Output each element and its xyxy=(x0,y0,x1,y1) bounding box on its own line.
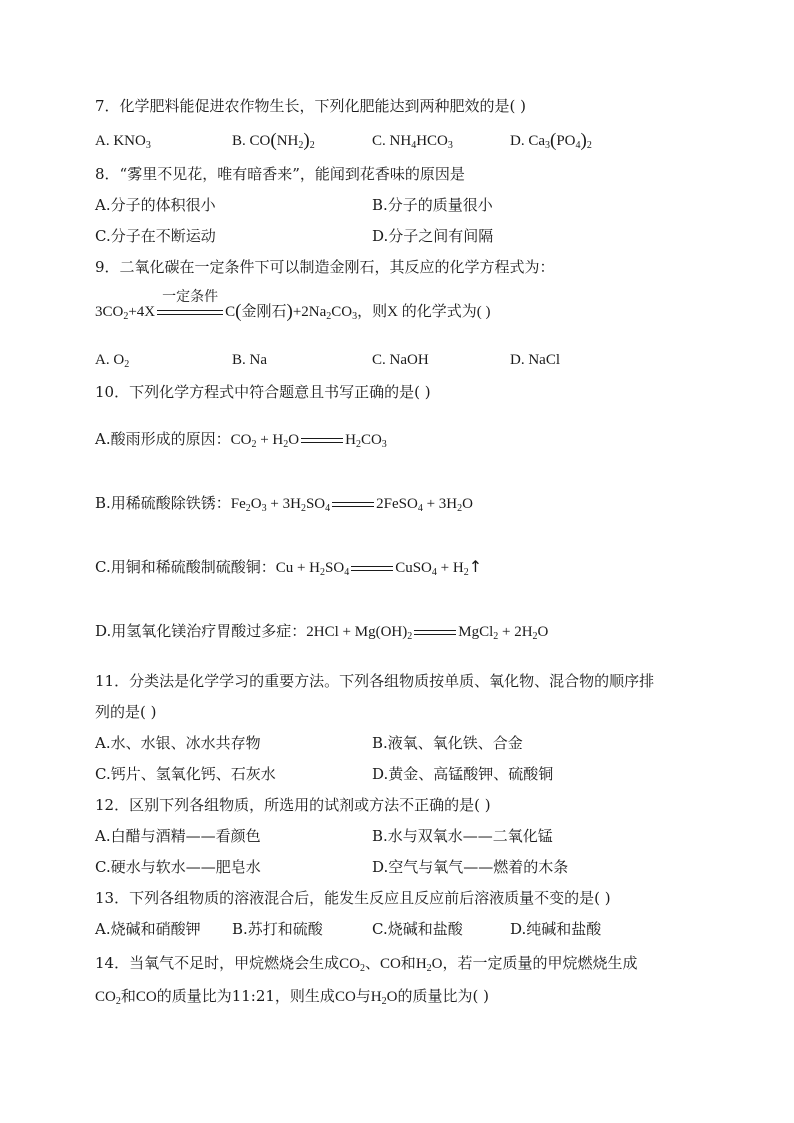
gas-arrow-icon: ↑ xyxy=(468,557,483,576)
question-12-option-d: D.空气与氧气——燃着的木条 xyxy=(372,858,569,876)
question-10-option-d: D.用氢氧化镁治疗胃酸过多症：$2HCl + Mg(OH)_2$ MgCl$_2$ + $2H_2O$ xyxy=(95,622,549,642)
question-11-option-b: B.液氧、氧化铁、合金 xyxy=(372,734,523,752)
question-7-option-c: C. $NH_4HCO_3$ xyxy=(372,133,453,151)
question-11-stem-line-2: 列的是( ) xyxy=(95,703,157,721)
question-13-option-b: B.苏打和硫酸 xyxy=(232,920,323,938)
question-9-equation: $3CO_2+4X$ 一定条件 C(金刚石)$+2Na_2CO_3$，则X 的化学式为( ) xyxy=(95,289,491,322)
question-8-stem: 8．“雾里不见花，唯有暗香来”，能闻到花香味的原因是 xyxy=(95,165,465,183)
question-14-stem-line-2: $CO_2$和CO的质量比为11:21，则生成CO与$H_2O$的质量比为( ) xyxy=(95,987,489,1007)
question-11-option-a: A.水、水银、冰水共存物 xyxy=(95,734,261,752)
question-12-option-b: B.水与双氧水——二氧化锰 xyxy=(372,827,553,845)
diamond-label: 金刚石 xyxy=(241,304,287,320)
question-10-option-c: C.用铜和稀硫酸制硫酸铜：$Cu + H_2SO_4$ CuSO$_4$ + $H_2↑$ xyxy=(95,557,483,578)
question-7-option-b: B. $CO(NH_2)_2$ xyxy=(232,130,315,151)
question-7-option-d: D. $Ca_3(PO_4)_2$ xyxy=(510,130,592,151)
question-9-tail: ，则X 的化学式为( ) xyxy=(357,304,491,320)
question-9-option-b: B. Na xyxy=(232,352,267,368)
question-13-option-d: D.纯碱和盐酸 xyxy=(510,920,602,938)
question-9-stem: 9．二氧化碳在一定条件下可以制造金刚石，其反应的化学方程式为： xyxy=(95,258,555,276)
reaction-condition-arrow xyxy=(157,289,223,317)
question-8-option-b: B.分子的质量很小 xyxy=(372,196,493,214)
question-8-option-a: A.分子的体积很小 xyxy=(95,196,216,214)
question-9-option-c: C. NaOH xyxy=(372,352,429,368)
question-14-stem-line-1: 14．当氧气不足时，甲烷燃烧会生成$CO_2$、CO和$H_2O$，若一定质量的甲烷燃烧生成 xyxy=(95,954,638,974)
reaction-condition: 一定条件 xyxy=(162,289,219,305)
question-8-option-d: D.分子之间有间隔 xyxy=(372,227,494,245)
question-13-option-a: A.烧碱和硝酸钾 xyxy=(95,920,201,938)
question-11-option-d: D.黄金、高锰酸钾、硫酸铜 xyxy=(372,765,554,783)
question-9-option-a: A. $O_2$ xyxy=(95,352,130,370)
question-7-stem: 7．化学肥料能促进农作物生长，下列化肥能达到两种肥效的是( ) xyxy=(95,97,527,115)
question-13-stem: 13．下列各组物质的溶液混合后，能发生反应且反应前后溶液质量不变的是( ) xyxy=(95,889,611,907)
question-13-option-c: C.烧碱和盐酸 xyxy=(372,920,463,938)
question-9-option-d: D. NaCl xyxy=(510,352,560,368)
question-12-option-a: A.白醋与酒精——看颜色 xyxy=(95,827,261,845)
question-11-option-c: C.钙片、氢氧化钙、石灰水 xyxy=(95,765,276,783)
question-12-stem: 12．区别下列各组物质，所选用的试剂或方法不正确的是( ) xyxy=(95,796,491,814)
question-7-option-a: A. $KNO_3$ xyxy=(95,133,151,151)
question-11-stem-line-1: 11．分类法是化学学习的重要方法。下列各组物质按单质、氧化物、混合物的顺序排 xyxy=(95,672,655,690)
question-10-stem: 10．下列化学方程式中符合题意且书写正确的是( ) xyxy=(95,383,431,401)
question-8-option-c: C.分子在不断运动 xyxy=(95,227,216,245)
question-12-option-c: C.硬水与软水——肥皂水 xyxy=(95,858,261,876)
question-10-option-b: B.用稀硫酸除铁锈：$Fe_2O_3 + 3H_2SO_4$ 2FeSO$_4$ + $3H_2O$ xyxy=(95,494,473,514)
question-10-option-a: A.酸雨形成的原因：$CO_2 + H_2O$ $H_2CO_3$ xyxy=(95,430,387,450)
